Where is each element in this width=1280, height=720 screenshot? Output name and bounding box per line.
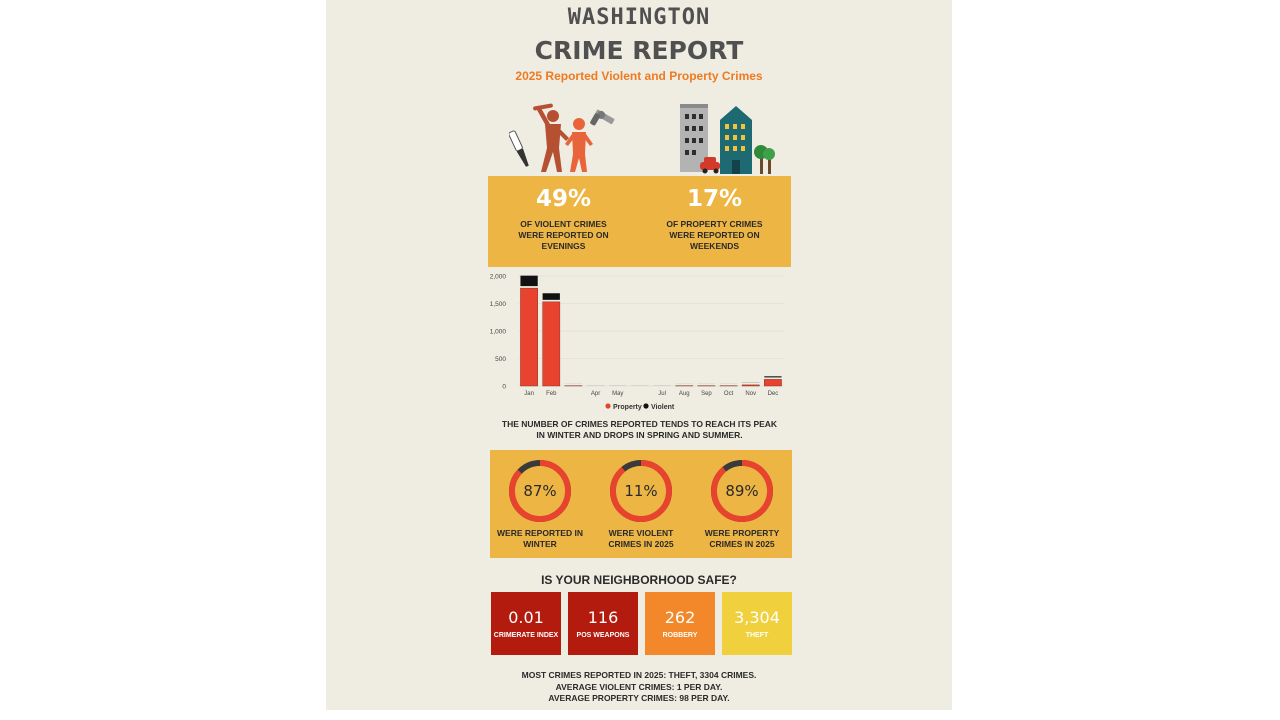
chart-caption-line2: IN WINTER AND DROPS IN SPRING AND SUMMER. — [536, 430, 743, 440]
x-tick-label: Sep — [701, 391, 712, 397]
bar-property-jun — [631, 386, 648, 387]
tile-pos-weapons — [568, 592, 638, 655]
donut-value: 11% — [624, 482, 658, 500]
donut-label: WERE REPORTED IN WINTER — [497, 528, 583, 549]
x-tick-label: Oct — [723, 391, 734, 397]
donut-label: WERE VIOLENT CRIMES IN 2025 — [608, 528, 674, 549]
subtitle: 2025 Reported Violent and Property Crimes — [515, 69, 763, 83]
footer-line1: MOST CRIMES REPORTED IN 2025: THEFT, 3304 CRIMES. — [521, 670, 757, 680]
infographic-page — [326, 0, 952, 710]
donut-ring-winter — [507, 458, 573, 524]
donut-ring-violent — [608, 458, 674, 524]
x-tick-label: Aug — [678, 391, 690, 397]
chart-caption — [488, 419, 791, 441]
tile-crimerate-index — [491, 592, 561, 655]
tile-label: ROBBERY — [662, 632, 698, 639]
x-tick-label: Jan — [524, 391, 534, 397]
monthly-crime-bar-chart — [482, 268, 792, 418]
donut-value: 87% — [523, 482, 557, 500]
footer-line2: AVERAGE VIOLENT CRIMES: 1 PER DAY. — [555, 681, 723, 692]
x-tick-label: Jul — [658, 391, 666, 397]
y-tick-label: 500 — [495, 356, 506, 363]
bar-property-jan — [520, 288, 537, 386]
chart-caption-line1: THE NUMBER OF CRIMES REPORTED TENDS TO REACH ITS PEAK — [501, 419, 778, 429]
y-tick-label: 1,500 — [489, 301, 506, 308]
stat-value: 17% — [686, 186, 743, 212]
tile-label: CRIMERATE INDEX — [493, 632, 559, 639]
tile-robbery — [645, 592, 715, 655]
x-tick-label: Apr — [590, 391, 601, 397]
property-crime-illustration-icon — [676, 102, 786, 176]
bar-property-feb — [543, 302, 560, 386]
y-tick-label: 2,000 — [489, 273, 506, 281]
tile-theft — [722, 592, 792, 655]
x-tick-label: Dec — [767, 391, 779, 397]
bar-property-dec — [764, 379, 781, 386]
x-tick-label: May — [612, 391, 624, 397]
title-city: WASHINGTON — [567, 5, 711, 30]
donut-label: WERE PROPERTY CRIMES IN 2025 — [704, 528, 780, 549]
legend-violent-label: Violent — [651, 404, 675, 411]
tile-label: POS WEAPONS — [576, 632, 630, 639]
bar-violent-jan — [520, 276, 537, 286]
footer-line3: AVERAGE PROPERTY CRIMES: 98 PER DAY. — [548, 693, 730, 703]
donut-property — [692, 458, 792, 550]
donut-winter — [490, 458, 590, 550]
safety-heading: IS YOUR NEIGHBORHOOD SAFE? — [541, 573, 737, 587]
legend-violent-marker — [643, 403, 648, 408]
x-tick-label: Nov — [745, 391, 757, 397]
legend-property-marker — [605, 403, 610, 408]
tile-value: 262 — [664, 608, 696, 627]
donut-violent — [591, 458, 691, 550]
top-stats-panel — [488, 176, 791, 267]
summary-footer — [326, 670, 952, 705]
bar-violent-dec — [764, 376, 781, 377]
donut-ring-property — [709, 458, 775, 524]
tile-label: THEFT — [745, 632, 769, 639]
bar-property-may — [609, 386, 626, 387]
stat-property-weekends — [639, 176, 790, 252]
tile-value: 0.01 — [508, 608, 544, 627]
y-tick-label: 1,000 — [489, 328, 506, 336]
donut-value: 89% — [725, 482, 759, 500]
stat-violent-evenings — [488, 176, 639, 252]
violent-crime-illustration-icon — [509, 102, 619, 176]
x-tick-label: Feb — [546, 391, 557, 397]
tile-value: 3,304 — [734, 608, 780, 627]
stat-text: OF VIOLENT CRIMES WERE REPORTED ON EVENINGS — [518, 219, 609, 251]
stat-value: 49% — [535, 186, 592, 212]
bar-property-apr — [587, 386, 604, 387]
bar-property-jul — [653, 386, 670, 387]
donut-stats-panel — [490, 450, 792, 558]
legend-property-label: Property — [613, 404, 642, 411]
bar-property-nov — [742, 385, 759, 386]
y-tick-label: 0 — [502, 383, 506, 391]
title-report: CRIME REPORT — [534, 36, 744, 65]
tile-value: 116 — [587, 608, 619, 627]
bar-violent-feb — [543, 293, 560, 300]
stat-text: OF PROPERTY CRIMES WERE REPORTED ON WEEKENDS — [666, 219, 763, 251]
